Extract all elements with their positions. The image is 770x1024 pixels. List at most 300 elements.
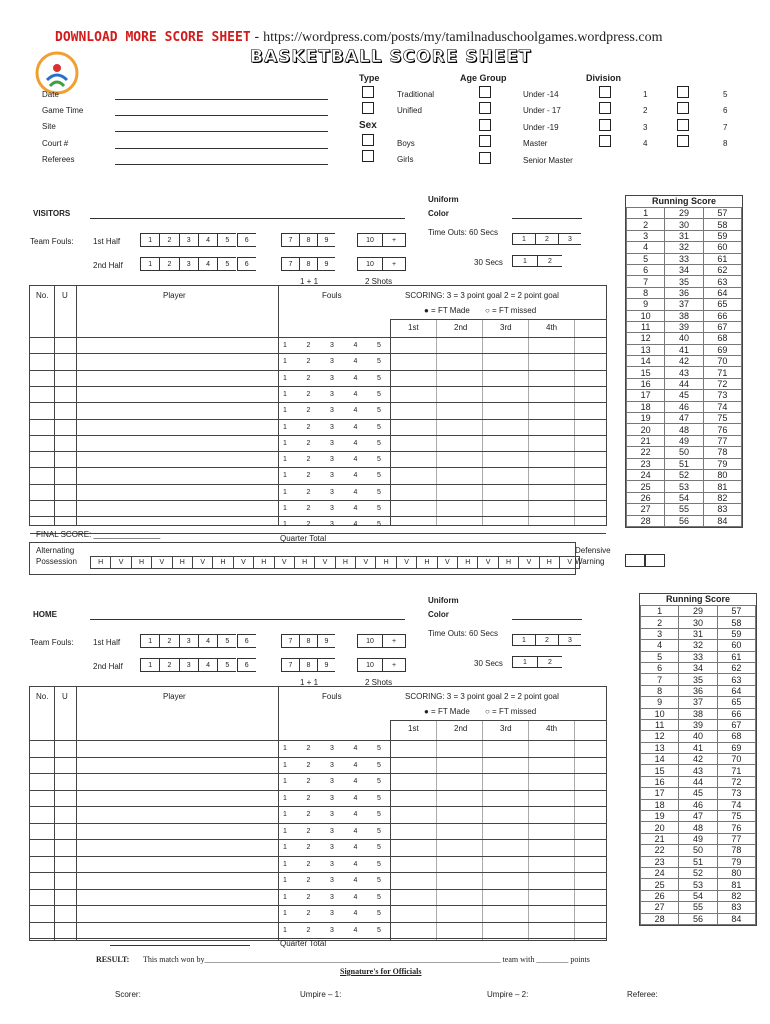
home-foul-mark[interactable]: 3 [330, 926, 334, 934]
visitors-foul-box-1-7[interactable]: 7 [281, 233, 299, 247]
visitors-score-cell[interactable]: 31 [665, 230, 703, 241]
home-score-cell[interactable]: 20 [641, 822, 679, 833]
home-score-cell[interactable]: 79 [717, 856, 755, 867]
home-foul-box-1-9[interactable]: 9 [317, 634, 335, 648]
visitors-score-cell[interactable]: 50 [665, 447, 703, 458]
possession-mark[interactable]: H [417, 557, 437, 568]
home-score-cell[interactable]: 32 [679, 640, 717, 651]
home-foul-box-2-plus[interactable]: + [382, 658, 406, 672]
home-foul-mark[interactable]: 2 [306, 794, 311, 802]
possession-mark[interactable]: H [132, 557, 152, 568]
home-foul-mark[interactable]: 1 [283, 761, 287, 769]
division-checkbox-6[interactable] [677, 102, 689, 114]
division-checkbox-7[interactable] [677, 119, 689, 131]
home-timeout-60-2[interactable]: 2 [535, 634, 558, 646]
home-timeout-60-3[interactable]: 3 [558, 634, 581, 646]
visitors-score-cell[interactable]: 6 [627, 264, 665, 275]
home-foul-mark[interactable]: 1 [283, 860, 287, 868]
visitors-timeout-30-1[interactable]: 1 [512, 255, 537, 267]
home-score-cell[interactable]: 24 [641, 867, 679, 878]
visitors-foul-mark[interactable]: 2 [306, 472, 311, 480]
home-score-cell[interactable]: 52 [679, 867, 717, 878]
visitors-score-cell[interactable]: 58 [703, 219, 741, 230]
visitors-foul-box-2-5[interactable]: 5 [217, 257, 236, 271]
visitors-score-cell[interactable]: 36 [665, 287, 703, 298]
home-score-cell[interactable]: 58 [717, 617, 755, 628]
home-score-cell[interactable]: 67 [717, 719, 755, 730]
visitors-foul-mark[interactable]: 3 [330, 472, 334, 480]
home-score-cell[interactable]: 40 [679, 731, 717, 742]
result-text[interactable]: This match won by__________________________________________________________________________ team with ________ points [143, 955, 590, 964]
visitors-foul-mark[interactable]: 5 [377, 488, 381, 496]
home-score-cell[interactable]: 70 [717, 754, 755, 765]
home-table-row[interactable] [30, 856, 606, 874]
defensive-warning-box-2[interactable] [645, 554, 665, 567]
visitors-score-cell[interactable]: 80 [703, 469, 741, 480]
visitors-foul-mark[interactable]: 2 [306, 439, 311, 447]
home-foul-mark[interactable]: 3 [330, 910, 334, 917]
visitors-score-cell[interactable]: 17 [627, 390, 665, 401]
home-foul-mark[interactable]: 2 [306, 910, 311, 917]
possession-mark[interactable]: V [438, 557, 458, 568]
possession-mark[interactable]: H [254, 557, 274, 568]
home-score-cell[interactable]: 6 [641, 662, 679, 673]
home-foul-mark[interactable]: 3 [330, 811, 334, 818]
home-foul-mark[interactable]: 1 [283, 926, 287, 934]
visitors-foul-mark[interactable]: 4 [353, 390, 358, 398]
visitors-foul-mark[interactable]: 3 [330, 423, 334, 431]
home-score-cell[interactable]: 68 [717, 731, 755, 742]
home-foul-mark[interactable]: 1 [283, 844, 287, 851]
info-input-2[interactable] [115, 131, 328, 132]
home-table-row[interactable] [30, 872, 606, 890]
visitors-foul-box-1-10[interactable]: 10 [357, 233, 382, 247]
visitors-score-cell[interactable]: 56 [665, 515, 703, 526]
home-score-cell[interactable]: 25 [641, 879, 679, 890]
visitors-score-cell[interactable]: 33 [665, 253, 703, 264]
visitors-timeout-60-3[interactable]: 3 [558, 233, 581, 245]
home-table-row[interactable] [30, 790, 606, 808]
visitors-score-cell[interactable]: 4 [627, 242, 665, 253]
visitors-foul-mark[interactable]: 4 [353, 439, 358, 447]
home-foul-mark[interactable]: 5 [377, 910, 381, 917]
visitors-foul-mark[interactable]: 3 [330, 374, 334, 382]
visitors-score-cell[interactable]: 29 [665, 208, 703, 219]
visitors-foul-mark[interactable]: 1 [283, 439, 287, 447]
visitors-foul-mark[interactable]: 5 [377, 423, 381, 431]
home-score-cell[interactable]: 36 [679, 685, 717, 696]
visitors-table-row[interactable] [30, 451, 606, 468]
visitors-score-cell[interactable]: 72 [703, 378, 741, 389]
home-foul-box-1-7[interactable]: 7 [281, 634, 299, 648]
visitors-score-cell[interactable]: 60 [703, 242, 741, 253]
home-foul-box-1-4[interactable]: 4 [198, 634, 217, 648]
visitors-score-cell[interactable]: 70 [703, 356, 741, 367]
home-foul-mark[interactable]: 1 [283, 811, 287, 818]
home-score-cell[interactable]: 30 [679, 617, 717, 628]
home-foul-mark[interactable]: 1 [283, 745, 287, 752]
home-score-cell[interactable]: 43 [679, 765, 717, 776]
visitors-foul-mark[interactable]: 4 [353, 423, 358, 431]
home-foul-mark[interactable]: 3 [330, 745, 334, 752]
home-foul-mark[interactable]: 4 [353, 877, 358, 884]
visitors-table-row[interactable] [30, 402, 606, 419]
visitors-foul-mark[interactable]: 4 [353, 407, 358, 415]
home-table-row[interactable] [30, 889, 606, 907]
visitors-score-cell[interactable]: 84 [703, 515, 741, 526]
defensive-warning-box-1[interactable] [625, 554, 645, 567]
visitors-score-cell[interactable]: 32 [665, 242, 703, 253]
visitors-score-cell[interactable]: 26 [627, 492, 665, 503]
visitors-foul-mark[interactable]: 1 [283, 407, 287, 415]
visitors-foul-mark[interactable]: 1 [283, 488, 287, 496]
visitors-foul-mark[interactable]: 1 [283, 456, 287, 464]
visitors-score-cell[interactable]: 75 [703, 413, 741, 424]
home-score-cell[interactable]: 72 [717, 776, 755, 787]
home-score-cell[interactable]: 59 [717, 628, 755, 639]
home-foul-mark[interactable]: 3 [330, 893, 334, 901]
home-team-name-input[interactable] [90, 619, 405, 620]
visitors-score-cell[interactable]: 53 [665, 481, 703, 492]
download-link[interactable]: DOWNLOAD MORE SCORE SHEET [55, 30, 251, 45]
home-score-cell[interactable]: 13 [641, 742, 679, 753]
home-foul-mark[interactable]: 3 [330, 794, 334, 802]
home-score-cell[interactable]: 34 [679, 662, 717, 673]
visitors-table-row[interactable] [30, 500, 606, 517]
visitors-score-cell[interactable]: 13 [627, 344, 665, 355]
home-score-cell[interactable]: 46 [679, 799, 717, 810]
visitors-foul-mark[interactable]: 3 [330, 505, 334, 512]
home-score-cell[interactable]: 65 [717, 697, 755, 708]
visitors-score-cell[interactable]: 79 [703, 458, 741, 469]
possession-mark[interactable]: V [234, 557, 254, 568]
age-checkbox-2[interactable] [479, 119, 491, 131]
home-score-cell[interactable]: 66 [717, 708, 755, 719]
possession-mark[interactable]: V [152, 557, 172, 568]
division-checkbox-2[interactable] [599, 102, 611, 114]
visitors-foul-box-1-6[interactable]: 6 [237, 233, 256, 247]
home-score-cell[interactable]: 21 [641, 833, 679, 844]
visitors-score-cell[interactable]: 46 [665, 401, 703, 412]
home-table-row[interactable] [30, 773, 606, 791]
home-foul-mark[interactable]: 4 [353, 778, 358, 785]
visitors-score-cell[interactable]: 35 [665, 276, 703, 287]
home-foul-box-2-1[interactable]: 1 [140, 658, 159, 672]
home-foul-mark[interactable]: 5 [377, 926, 381, 934]
home-score-cell[interactable]: 38 [679, 708, 717, 719]
visitors-foul-mark[interactable]: 5 [377, 407, 381, 415]
visitors-timeout-30-2[interactable]: 2 [537, 255, 562, 267]
visitors-score-cell[interactable]: 19 [627, 413, 665, 424]
visitors-foul-mark[interactable]: 3 [330, 390, 334, 398]
visitors-foul-box-2-6[interactable]: 6 [237, 257, 256, 271]
home-score-cell[interactable]: 42 [679, 754, 717, 765]
home-foul-mark[interactable]: 5 [377, 811, 381, 818]
visitors-foul-mark[interactable]: 1 [283, 342, 287, 349]
home-score-cell[interactable]: 78 [717, 845, 755, 856]
visitors-score-cell[interactable]: 14 [627, 356, 665, 367]
visitors-timeout-60-1[interactable]: 1 [512, 233, 535, 245]
home-foul-mark[interactable]: 4 [353, 844, 358, 851]
age-checkbox-4[interactable] [479, 152, 491, 164]
visitors-foul-mark[interactable]: 2 [306, 407, 311, 415]
visitors-foul-box-2-plus[interactable]: + [382, 257, 406, 271]
home-table-row[interactable] [30, 757, 606, 775]
home-score-cell[interactable]: 5 [641, 651, 679, 662]
visitors-score-cell[interactable]: 11 [627, 321, 665, 332]
possession-mark[interactable]: V [560, 557, 580, 568]
home-foul-mark[interactable]: 2 [306, 778, 311, 785]
home-foul-box-2-10[interactable]: 10 [357, 658, 382, 672]
home-foul-mark[interactable]: 3 [330, 844, 334, 851]
visitors-score-cell[interactable]: 39 [665, 321, 703, 332]
home-score-cell[interactable]: 74 [717, 799, 755, 810]
visitors-score-cell[interactable]: 40 [665, 333, 703, 344]
visitors-score-cell[interactable]: 28 [627, 515, 665, 526]
home-foul-box-1-3[interactable]: 3 [179, 634, 198, 648]
visitors-score-cell[interactable]: 59 [703, 230, 741, 241]
home-timeout-60-1[interactable]: 1 [512, 634, 535, 646]
visitors-score-cell[interactable]: 10 [627, 310, 665, 321]
visitors-foul-box-1-8[interactable]: 8 [299, 233, 317, 247]
visitors-score-cell[interactable]: 41 [665, 344, 703, 355]
home-foul-box-1-8[interactable]: 8 [299, 634, 317, 648]
visitors-foul-box-1-2[interactable]: 2 [159, 233, 178, 247]
home-foul-mark[interactable]: 2 [306, 761, 311, 769]
home-score-cell[interactable]: 10 [641, 708, 679, 719]
possession-mark[interactable]: V [111, 557, 131, 568]
visitors-score-cell[interactable]: 62 [703, 264, 741, 275]
visitors-table-row[interactable] [30, 419, 606, 436]
home-foul-mark[interactable]: 1 [283, 794, 287, 802]
home-score-cell[interactable]: 9 [641, 697, 679, 708]
umpire1-signature[interactable]: Umpire – 1: [300, 990, 342, 999]
visitors-score-cell[interactable]: 54 [665, 492, 703, 503]
visitors-foul-mark[interactable]: 4 [353, 358, 358, 366]
possession-mark[interactable]: V [519, 557, 539, 568]
visitors-foul-box-2-2[interactable]: 2 [159, 257, 178, 271]
possession-mark[interactable]: H [295, 557, 315, 568]
visitors-foul-mark[interactable]: 5 [377, 390, 381, 398]
info-input-1[interactable] [115, 115, 328, 116]
visitors-score-cell[interactable]: 44 [665, 378, 703, 389]
visitors-score-cell[interactable]: 64 [703, 287, 741, 298]
home-foul-mark[interactable]: 4 [353, 811, 358, 818]
division-checkbox-1[interactable] [599, 86, 611, 98]
home-foul-mark[interactable]: 4 [353, 926, 358, 934]
home-score-cell[interactable]: 48 [679, 822, 717, 833]
home-foul-mark[interactable]: 4 [353, 745, 358, 752]
home-foul-mark[interactable]: 5 [377, 860, 381, 868]
visitors-foul-mark[interactable]: 3 [330, 456, 334, 464]
visitors-foul-mark[interactable]: 3 [330, 358, 334, 366]
visitors-table-row[interactable] [30, 337, 606, 354]
home-score-cell[interactable]: 16 [641, 776, 679, 787]
home-foul-mark[interactable]: 5 [377, 893, 381, 901]
visitors-foul-mark[interactable]: 3 [330, 488, 334, 496]
home-foul-mark[interactable]: 2 [306, 877, 311, 884]
home-foul-mark[interactable]: 4 [353, 910, 358, 917]
visitors-foul-mark[interactable]: 4 [353, 488, 358, 496]
home-score-cell[interactable]: 73 [717, 788, 755, 799]
home-foul-box-1-5[interactable]: 5 [217, 634, 236, 648]
possession-mark[interactable]: V [275, 557, 295, 568]
home-foul-mark[interactable]: 5 [377, 778, 381, 785]
home-foul-box-2-8[interactable]: 8 [299, 658, 317, 672]
visitors-table-row[interactable] [30, 484, 606, 501]
home-score-cell[interactable]: 29 [679, 606, 717, 617]
visitors-score-cell[interactable]: 73 [703, 390, 741, 401]
possession-mark[interactable]: H [336, 557, 356, 568]
visitors-foul-mark[interactable]: 5 [377, 374, 381, 382]
visitors-score-cell[interactable]: 2 [627, 219, 665, 230]
possession-mark[interactable]: V [315, 557, 335, 568]
visitors-foul-mark[interactable]: 4 [353, 342, 358, 349]
visitors-team-name-input[interactable] [90, 218, 405, 219]
sex-boys-checkbox[interactable] [362, 134, 374, 146]
visitors-foul-mark[interactable]: 3 [330, 407, 334, 415]
visitors-table-row[interactable] [30, 435, 606, 452]
home-score-cell[interactable]: 53 [679, 879, 717, 890]
home-table-row[interactable] [30, 839, 606, 857]
home-score-cell[interactable]: 64 [717, 685, 755, 696]
visitors-foul-mark[interactable]: 2 [306, 390, 311, 398]
visitors-score-cell[interactable]: 51 [665, 458, 703, 469]
visitors-score-cell[interactable]: 83 [703, 504, 741, 515]
home-score-cell[interactable]: 80 [717, 867, 755, 878]
visitors-score-cell[interactable]: 37 [665, 299, 703, 310]
visitors-foul-mark[interactable]: 3 [330, 439, 334, 447]
visitors-score-cell[interactable]: 81 [703, 481, 741, 492]
visitors-foul-mark[interactable]: 5 [377, 342, 381, 349]
home-foul-mark[interactable]: 1 [283, 778, 287, 785]
visitors-score-cell[interactable]: 22 [627, 447, 665, 458]
visitors-foul-mark[interactable]: 1 [283, 374, 287, 382]
visitors-score-cell[interactable]: 57 [703, 208, 741, 219]
visitors-foul-mark[interactable]: 3 [330, 521, 334, 529]
visitors-score-cell[interactable]: 21 [627, 435, 665, 446]
home-score-cell[interactable]: 19 [641, 811, 679, 822]
visitors-score-cell[interactable]: 20 [627, 424, 665, 435]
home-score-cell[interactable]: 75 [717, 811, 755, 822]
possession-mark[interactable]: V [478, 557, 498, 568]
visitors-score-cell[interactable]: 7 [627, 276, 665, 287]
visitors-score-cell[interactable]: 38 [665, 310, 703, 321]
home-score-cell[interactable]: 11 [641, 719, 679, 730]
visitors-foul-box-1-1[interactable]: 1 [140, 233, 159, 247]
home-table-row[interactable] [30, 806, 606, 824]
visitors-foul-mark[interactable]: 2 [306, 456, 311, 464]
home-foul-mark[interactable]: 2 [306, 926, 311, 934]
visitors-foul-mark[interactable]: 2 [306, 488, 311, 496]
home-foul-box-2-3[interactable]: 3 [179, 658, 198, 672]
home-score-cell[interactable]: 57 [717, 606, 755, 617]
visitors-score-cell[interactable]: 18 [627, 401, 665, 412]
visitors-foul-mark[interactable]: 1 [283, 472, 287, 480]
visitors-score-cell[interactable]: 12 [627, 333, 665, 344]
home-score-cell[interactable]: 14 [641, 754, 679, 765]
home-foul-mark[interactable]: 2 [306, 893, 311, 901]
visitors-foul-mark[interactable]: 5 [377, 521, 381, 529]
home-foul-mark[interactable]: 3 [330, 761, 334, 769]
home-foul-mark[interactable]: 4 [353, 860, 358, 868]
home-score-cell[interactable]: 37 [679, 697, 717, 708]
home-score-cell[interactable]: 83 [717, 902, 755, 913]
home-score-cell[interactable]: 1 [641, 606, 679, 617]
home-score-cell[interactable]: 18 [641, 799, 679, 810]
home-score-cell[interactable]: 49 [679, 833, 717, 844]
visitors-score-cell[interactable]: 77 [703, 435, 741, 446]
visitors-foul-mark[interactable]: 2 [306, 374, 311, 382]
visitors-table-row[interactable] [30, 370, 606, 387]
visitors-foul-box-2-8[interactable]: 8 [299, 257, 317, 271]
home-score-cell[interactable]: 4 [641, 640, 679, 651]
division-checkbox-8[interactable] [677, 135, 689, 147]
home-score-cell[interactable]: 3 [641, 628, 679, 639]
visitors-score-cell[interactable]: 67 [703, 321, 741, 332]
home-score-cell[interactable]: 60 [717, 640, 755, 651]
home-score-cell[interactable]: 22 [641, 845, 679, 856]
home-foul-mark[interactable]: 2 [306, 827, 311, 835]
home-foul-mark[interactable]: 1 [283, 910, 287, 917]
home-foul-mark[interactable]: 2 [306, 745, 311, 752]
home-foul-box-2-5[interactable]: 5 [217, 658, 236, 672]
division-checkbox-4[interactable] [599, 135, 611, 147]
visitors-score-cell[interactable]: 24 [627, 469, 665, 480]
visitors-score-cell[interactable]: 30 [665, 219, 703, 230]
visitors-score-cell[interactable]: 82 [703, 492, 741, 503]
visitors-score-cell[interactable]: 8 [627, 287, 665, 298]
visitors-score-cell[interactable]: 23 [627, 458, 665, 469]
visitors-table-row[interactable] [30, 353, 606, 370]
home-foul-mark[interactable]: 5 [377, 827, 381, 835]
visitors-foul-box-1-5[interactable]: 5 [217, 233, 236, 247]
visitors-score-cell[interactable]: 78 [703, 447, 741, 458]
home-foul-mark[interactable]: 1 [283, 893, 287, 901]
age-checkbox-1[interactable] [479, 102, 491, 114]
visitors-score-cell[interactable]: 15 [627, 367, 665, 378]
visitors-foul-mark[interactable]: 2 [306, 521, 311, 529]
visitors-score-cell[interactable]: 25 [627, 481, 665, 492]
info-input-3[interactable] [115, 148, 328, 149]
visitors-foul-mark[interactable]: 2 [306, 505, 311, 512]
visitors-foul-box-1-4[interactable]: 4 [198, 233, 217, 247]
visitors-foul-mark[interactable]: 1 [283, 505, 287, 512]
home-table-row[interactable] [30, 823, 606, 841]
home-score-cell[interactable]: 26 [641, 890, 679, 901]
home-foul-box-1-10[interactable]: 10 [357, 634, 382, 648]
visitors-score-cell[interactable]: 68 [703, 333, 741, 344]
home-foul-mark[interactable]: 3 [330, 877, 334, 884]
home-score-cell[interactable]: 33 [679, 651, 717, 662]
home-foul-mark[interactable]: 5 [377, 745, 381, 752]
visitors-foul-mark[interactable]: 4 [353, 521, 358, 529]
visitors-foul-box-2-7[interactable]: 7 [281, 257, 299, 271]
home-foul-mark[interactable]: 1 [283, 827, 287, 835]
visitors-foul-mark[interactable]: 1 [283, 358, 287, 366]
visitors-score-cell[interactable]: 69 [703, 344, 741, 355]
home-score-cell[interactable]: 39 [679, 719, 717, 730]
visitors-foul-mark[interactable]: 5 [377, 472, 381, 480]
umpire2-signature[interactable]: Umpire – 2: [487, 990, 529, 999]
visitors-foul-box-1-9[interactable]: 9 [317, 233, 335, 247]
possession-mark[interactable]: H [376, 557, 396, 568]
home-score-cell[interactable]: 55 [679, 902, 717, 913]
visitors-score-cell[interactable]: 63 [703, 276, 741, 287]
visitors-score-cell[interactable]: 47 [665, 413, 703, 424]
home-score-cell[interactable]: 28 [641, 913, 679, 924]
visitors-score-cell[interactable]: 9 [627, 299, 665, 310]
